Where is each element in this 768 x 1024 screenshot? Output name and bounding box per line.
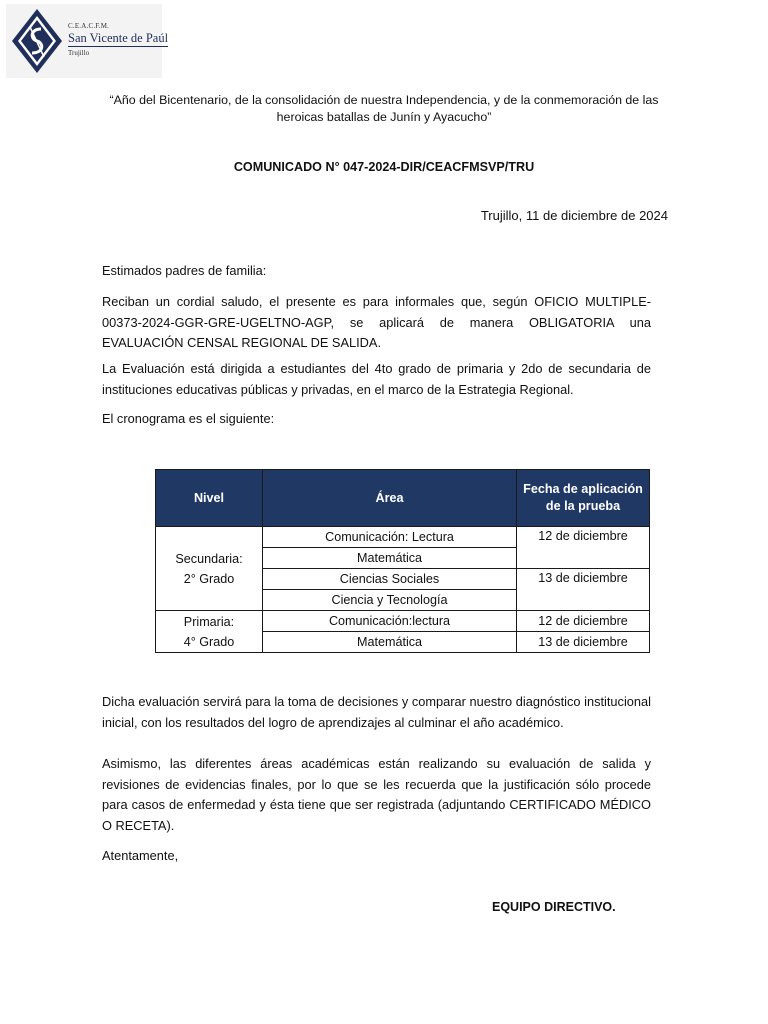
closing: Atentamente, [102, 848, 179, 863]
area-cell: Ciencias Sociales [263, 569, 517, 590]
table-row [156, 611, 650, 632]
logo-school-name: San Vicente de Paúl [68, 31, 169, 45]
school-logo [6, 4, 169, 78]
area-cell: Ciencia y Tecnología [263, 590, 517, 611]
paragraph-evaluacion: Dicha evaluación servirá para la toma de decisiones y comparar nuestro diagnóstico institucional inicial, con los resultados del logro de aprendizajes al culminar el año académico. [102, 694, 651, 730]
nivel-primaria: Primaria: 4° Grado [156, 611, 263, 653]
paragraph-cronograma: El cronograma es el siguiente: [102, 411, 275, 426]
greeting: Estimados padres de familia: [102, 263, 267, 278]
year-motto: “Año del Bicentenario, de la consolidación de nuestra Independencia, y de la conmemoración de las heroicas batallas de Junín y Ayacucho” [109, 93, 659, 124]
area-cell: Comunicación: Lectura [263, 527, 517, 548]
paragraph-oficio: Reciban un cordial saludo, el presente es para informales que, según OFICIO MULTIPLE-00373-2024-GGR-GRE-UGELTNO-AGP, se aplicará de manera OBLIGATORIA una EVALUACIÓN CENSAL REGIONAL DE SALIDA. [102, 294, 651, 350]
schedule-header-row [156, 470, 650, 527]
fecha-cell: 12 de diciembre [517, 611, 650, 632]
header-fecha: Fecha de aplicación de la prueba [517, 470, 650, 527]
logo-city: Trujillo [68, 49, 90, 57]
fecha-cell: 13 de diciembre [517, 569, 650, 611]
area-cell: Matemática [263, 548, 517, 569]
paragraph-dirigida: La Evaluación está dirigida a estudiantes del 4to grado de primaria y 2do de secundaria de instituciones educativas públicas y privadas, en el marco de la Estrategia Regional. [102, 361, 651, 397]
header-area: Área [263, 470, 517, 527]
document-title: COMUNICADO N° 047-2024-DIR/CEACFMSVP/TRU [233, 160, 535, 174]
paragraph-asimismo: Asimismo, las diferentes áreas académicas están realizando su evaluación de salida y revisiones de evidencias finales, por lo que se les recuerda que la justificación sólo procede para casos de enfermedad y ésta tiene que ser registrada (adjuntando CERTIFICADO MÉDICO O RECETA). [102, 756, 651, 833]
fecha-cell: 12 de diciembre [517, 527, 650, 569]
table-row [156, 527, 650, 548]
area-cell: Matemática [263, 632, 517, 653]
header-nivel: Nivel [156, 470, 263, 527]
logo-acronym: C.E.A.C.F.M. [68, 22, 110, 30]
nivel-secundaria: Secundaria: 2° Grado [156, 527, 263, 611]
school-crest-icon [10, 7, 64, 75]
fecha-cell: 13 de diciembre [517, 632, 650, 653]
date-line: Trujillo, 11 de diciembre de 2024 [480, 208, 668, 223]
schedule-table [155, 469, 650, 653]
signature: EQUIPO DIRECTIVO. [492, 900, 616, 914]
area-cell: Comunicación:lectura [263, 611, 517, 632]
